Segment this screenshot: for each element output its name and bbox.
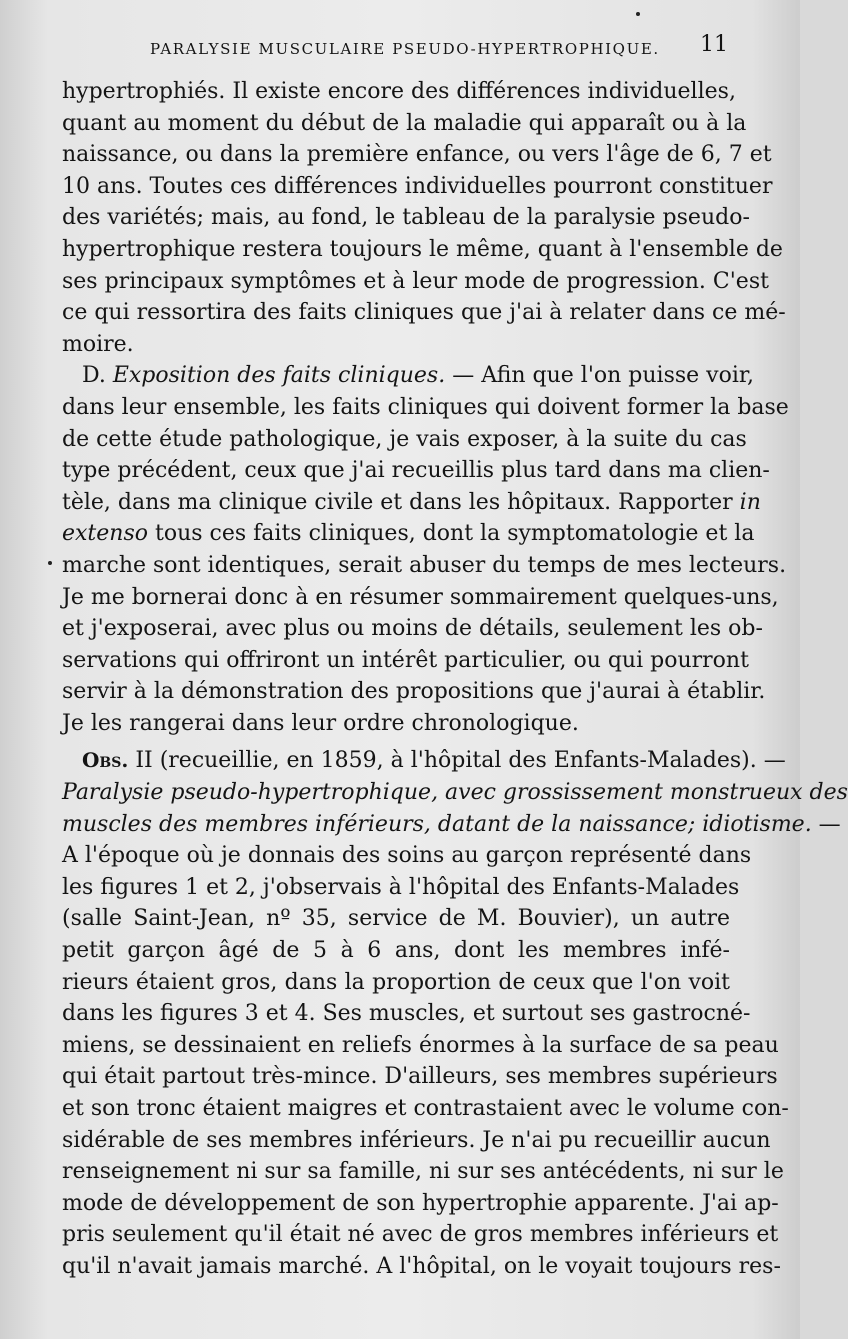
text-line: et j'exposerai, avec plus ou moins de détails, seulement les ob- xyxy=(62,616,763,642)
text-line: Je les rangerai dans leur ordre chronologique. xyxy=(62,710,579,736)
text-line xyxy=(62,487,761,519)
observation-subtitle: Paralysie pseudo-hypertrophique, avec grossissement monstrueux des xyxy=(62,780,848,806)
text-line: les figures 1 et 2, j'observais à l'hôpital des Enfants-Malades xyxy=(62,874,740,900)
text-line: (salle Saint-Jean, nº 35, service de M. Bouvier), un autre xyxy=(62,906,730,932)
text-line: marche sont identiques, serait abuser du temps de mes lecteurs. xyxy=(62,552,787,578)
observation-title: II (recueillie, en 1859, à l'hôpital des Enfants-Malades). — xyxy=(128,748,786,774)
text-line: quant au moment du début de la maladie qui apparaît ou à la xyxy=(62,110,747,136)
text-fragment: tèle, dans ma clinique civile et dans les hôpitaux. Rapporter xyxy=(62,489,733,515)
text-line: rieurs étaient gros, dans la proportion de ceux que l'on voit xyxy=(62,969,730,995)
text-line: de cette étude pathologique, je vais exposer, à la suite du cas xyxy=(62,426,747,452)
running-head: PARALYSIE MUSCULAIRE PSEUDO-HYPERTROPHIQUE. xyxy=(150,40,660,58)
latin-in: in xyxy=(739,489,761,515)
text-fragment: tous ces faits cliniques, dont la symptomatologie et la xyxy=(148,521,755,547)
text-line: A l'époque où je donnais des soins au garçon représenté dans xyxy=(62,843,752,869)
text-line: renseignement ni sur sa famille, ni sur ses antécédents, ni sur le xyxy=(62,1159,784,1185)
observation-label: Obs. xyxy=(82,748,129,773)
observation-subtitle xyxy=(62,809,841,841)
text-line: ses principaux symptômes et à leur mode de progression. C'est xyxy=(62,268,769,294)
text-line: servir à la démonstration des propositions que j'aurai à établir. xyxy=(62,679,766,705)
page-number: 11 xyxy=(700,32,728,57)
text-line: type précédent, ceux que j'ai recueillis plus tard dans ma clien- xyxy=(62,458,770,484)
text-fragment: — xyxy=(811,811,841,837)
section-heading: Exposition des faits cliniques. xyxy=(112,363,446,389)
body-text xyxy=(62,76,848,1283)
ink-speck xyxy=(636,12,640,16)
text-line: sidérable de ses membres inférieurs. Je n'ai pu recueillir aucun xyxy=(62,1127,771,1153)
text-line: dans les figures 3 et 4. Ses muscles, et surtout ses gastrocné- xyxy=(62,1001,751,1027)
observation-heading-line xyxy=(62,745,786,777)
section-heading-line xyxy=(62,360,754,392)
text-line: Je me bornerai donc à en résumer sommairement quelques-uns, xyxy=(62,584,779,610)
text-line: ce qui ressortira des faits cliniques que j'ai à relater dans ce mé- xyxy=(62,300,786,326)
text-line: des variétés; mais, au fond, le tableau de la paralysie pseudo- xyxy=(62,205,750,231)
text-line: moire. xyxy=(62,331,134,357)
text-line: mode de développement de son hypertrophie apparente. J'ai ap- xyxy=(62,1190,779,1216)
text-line: naissance, ou dans la première enfance, ou vers l'âge de 6, 7 et xyxy=(62,142,772,168)
text-line: hypertrophiés. Il existe encore des différences individuelles, xyxy=(62,79,736,104)
text-line: 10 ans. Toutes ces différences individuelles pourront constituer xyxy=(62,173,773,199)
text-line: petit garçon âgé de 5 à 6 ans, dont les membres infé- xyxy=(62,938,730,964)
text-line: et son tronc étaient maigres et contrastaient avec le volume con- xyxy=(62,1096,789,1121)
text-fragment: muscles des membres inférieurs, datant de la naissance; idiotisme. xyxy=(62,811,812,837)
latin-extenso: extenso xyxy=(62,521,148,547)
text-line: pris seulement qu'il était né avec de gros membres inférieurs et xyxy=(62,1222,779,1248)
section-heading-rest: — Afin que l'on puisse voir, xyxy=(445,363,754,389)
margin-mark xyxy=(48,561,52,565)
text-line: hypertrophique restera toujours le même, quant à l'ensemble de xyxy=(62,236,783,262)
text-line: dans leur ensemble, les faits cliniques qui doivent former la base xyxy=(62,394,789,420)
text-line: miens, se dessinaient en reliefs énormes à la surface de sa peau xyxy=(62,1032,779,1058)
text-line xyxy=(62,518,755,550)
text-line: servations qui offriront un intérêt particulier, ou qui pourront xyxy=(62,647,749,673)
text-line: qu'il n'avait jamais marché. A l'hôpital, on le voyait toujours res- xyxy=(62,1253,781,1279)
text-line: qui était partout très-mince. D'ailleurs, ses membres supérieurs xyxy=(62,1064,778,1090)
section-letter: D. xyxy=(82,363,113,389)
